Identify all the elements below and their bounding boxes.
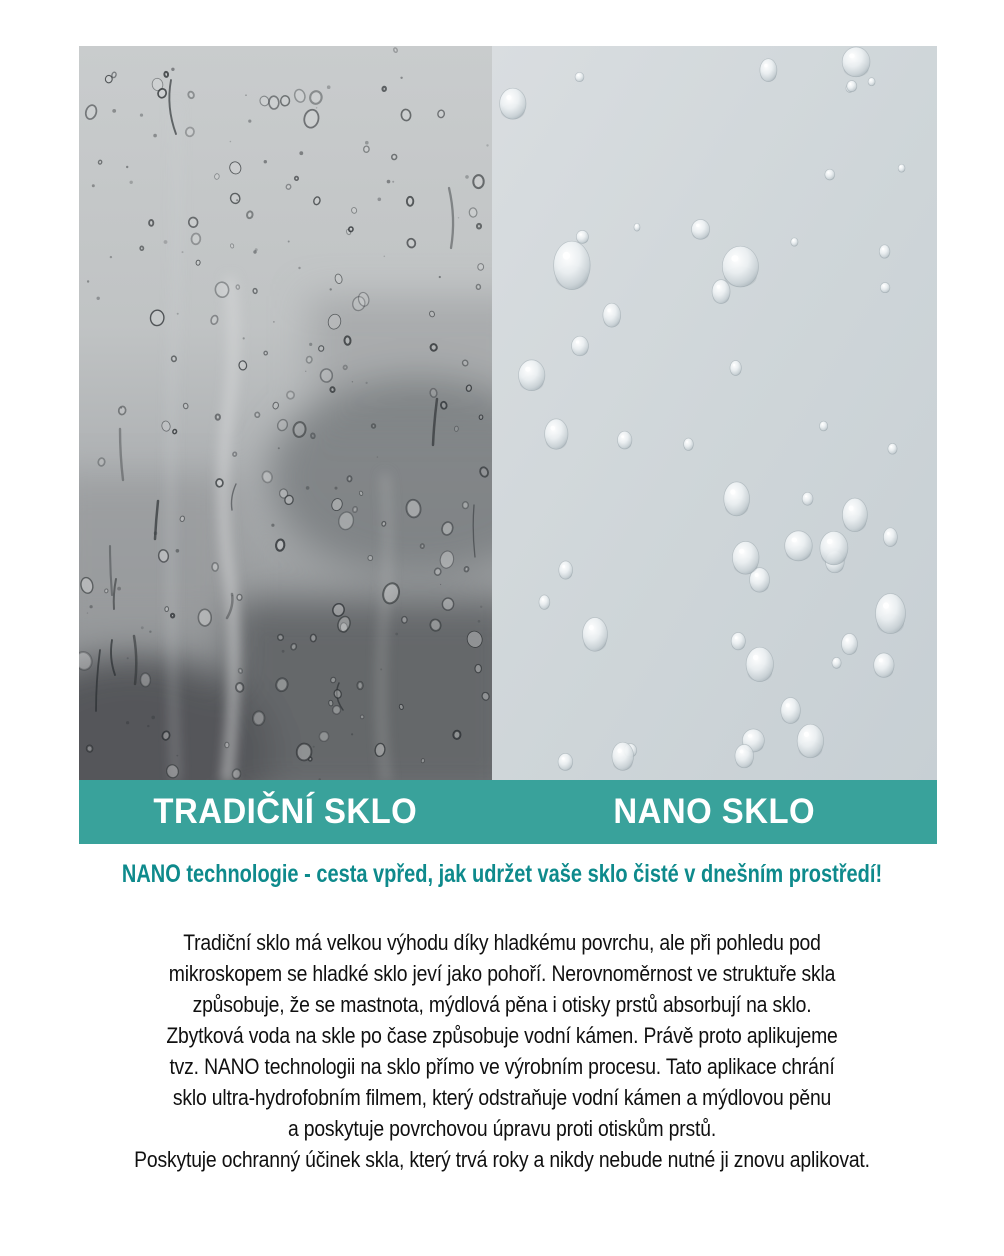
- traditional-glass-label-text: TRADIČNÍ SKLO: [153, 792, 418, 831]
- nano-glass-photo: [492, 46, 937, 780]
- description-line: způsobuje, že se mastnota, mýdlová pěna i otisky prstů absorbují na sklo.: [192, 992, 812, 1017]
- description-line: Zbytková voda na skle po čase způsobuje vodní kámen. Právě proto aplikujeme: [166, 1023, 838, 1048]
- nano-glass-label-text: NANO SKLO: [613, 792, 816, 831]
- description-line: mikroskopem se hladké sklo jeví jako pohoří. Nerovnoměrnost ve struktuře skla: [168, 961, 836, 986]
- comparison-banner: [79, 780, 937, 844]
- description-line: sklo ultra-hydrofobním filmem, který odstraňuje vodní kámen a mýdlovou pěnu: [172, 1085, 832, 1110]
- description-text: [60, 927, 944, 1175]
- description-line: tvz. NANO technologii na sklo přímo ve výrobním procesu. Tato aplikace chrání: [169, 1054, 835, 1079]
- traditional-glass-photo: [79, 46, 492, 780]
- nano-glass-label: [492, 792, 937, 832]
- comparison-photos: [79, 46, 937, 780]
- description-line: Poskytuje ochranný účinek skla, který trvá roky a nikdy nebude nutné ji znovu aplikovat.: [134, 1147, 870, 1172]
- page-title: NANO technologie - cesta vpřed, jak udržet vaše sklo čisté v dnešním prostředí!: [121, 860, 883, 888]
- traditional-glass-label: [79, 792, 492, 832]
- glass-comparison-figure: [79, 46, 937, 844]
- description-line: a poskytuje povrchovou úpravu proti otiskům prstů.: [287, 1116, 717, 1141]
- description-line: Tradiční sklo má velkou výhodu díky hladkému povrchu, ale při pohledu pod: [183, 930, 821, 955]
